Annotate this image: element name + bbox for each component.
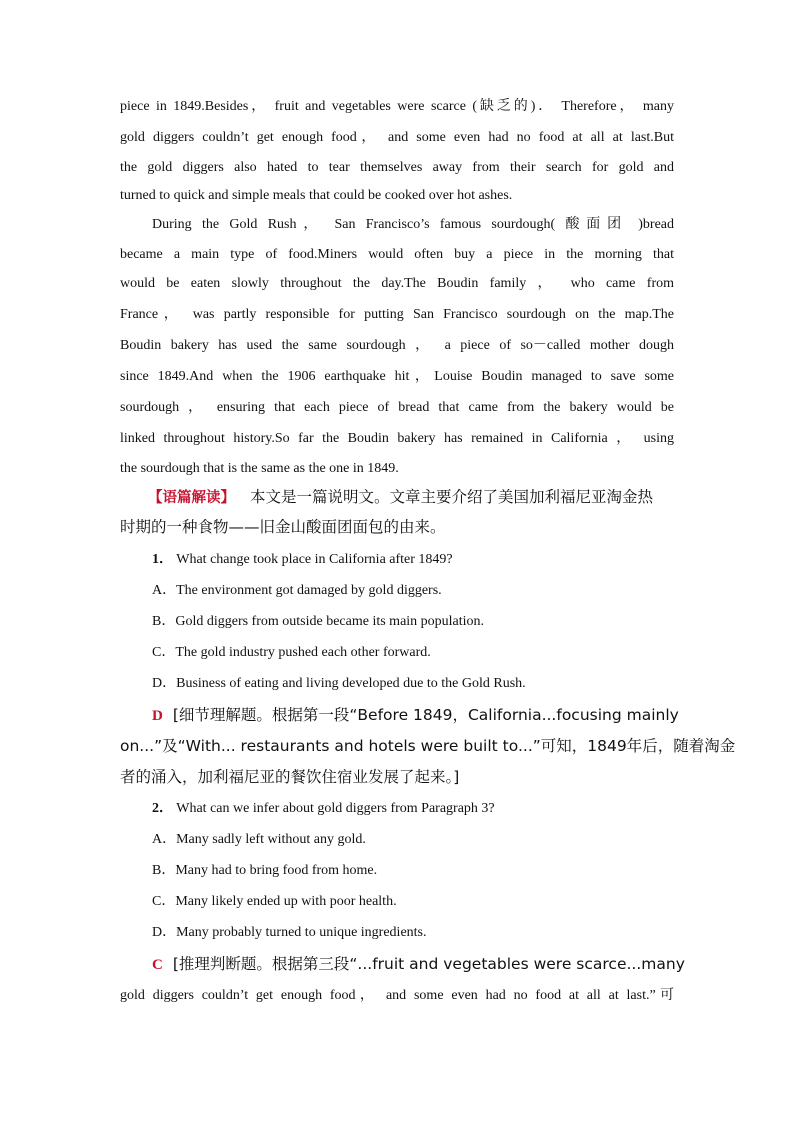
passage-line: linked throughout history.So far the Boudin bakery has remained in California ， using bbox=[120, 431, 674, 446]
answer-letter: C bbox=[152, 957, 163, 973]
explanation-line: 者的涌入，加利福尼亚的餐饮住宿业发展了起来。] bbox=[120, 768, 460, 786]
option-d: D．Business of eating and living developed due to the Gold Rush. bbox=[152, 676, 526, 691]
answer-explanation-2 bbox=[152, 955, 685, 974]
summary-tag: 【语篇解读】 bbox=[148, 490, 235, 506]
explanation-line: gold diggers couldn’t get enough food， and some even had no food at all at last.”可 bbox=[120, 988, 674, 1003]
passage-line: sourdough ， ensuring that each piece of bread that came from the bakery would be bbox=[120, 400, 674, 415]
option-b: B．Many had to bring food from home. bbox=[152, 863, 378, 878]
option-d: D．Many probably turned to unique ingredients. bbox=[152, 925, 427, 940]
passage-line: turned to quick and simple meals that could be cooked over hot ashes. bbox=[120, 188, 513, 203]
question-1 bbox=[152, 551, 674, 569]
option-a: A．Many sadly left without any gold. bbox=[152, 832, 366, 847]
passage-line: piece in 1849.Besides， fruit and vegetables were scarce (缺乏的)． Therefore， many bbox=[120, 99, 674, 114]
passage-line: became a main type of food.Miners would often buy a piece in the morning that bbox=[120, 247, 674, 262]
summary-text: 本文是一篇说明文。文章主要介绍了美国加利福尼亚淘金热 bbox=[249, 488, 653, 506]
passage-line: France， was partly responsible for putting San Francisco sourdough on the map.The bbox=[120, 307, 674, 322]
option-c: C．The gold industry pushed each other forward. bbox=[152, 645, 431, 660]
passage-line: the gold diggers also hated to tear themselves away from their search for gold and bbox=[120, 160, 674, 175]
answer-explanation-1 bbox=[152, 706, 679, 725]
question-stem: What change took place in California after 1849? bbox=[176, 552, 453, 567]
passage-line: since 1849.And when the 1906 earthquake hit，Louise Boudin managed to save some bbox=[120, 369, 674, 384]
answer-letter: D bbox=[152, 708, 163, 724]
summary-line-2: 时期的一种食物——旧金山酸面团面包的由来。 bbox=[120, 518, 446, 536]
option-c: C．Many likely ended up with poor health. bbox=[152, 894, 397, 909]
question-number: 1． bbox=[152, 552, 173, 567]
explanation-text: [细节理解题。根据第一段“Before 1849，California...focusing mainly bbox=[172, 706, 679, 724]
passage-line: would be eaten slowly throughout the day.The Boudin family ， who came from bbox=[120, 276, 674, 291]
option-a: A．The environment got damaged by gold diggers. bbox=[152, 583, 442, 598]
summary-line-1 bbox=[148, 488, 674, 507]
passage-line: gold diggers couldn’t get enough food， and some even had no food at all at last.But bbox=[120, 130, 674, 145]
explanation-line: on...”及“With... restaurants and hotels were built to...”可知，1849年后，随着淘金 bbox=[120, 737, 736, 755]
passage-line: During the Gold Rush， San Francisco’s famous sourdough( 酸面团 )bread bbox=[152, 217, 674, 232]
question-number: 2． bbox=[152, 801, 173, 816]
passage-line: Boudin bakery has used the same sourdough ， a piece of so－called mother dough bbox=[120, 338, 674, 353]
option-b: B．Gold diggers from outside became its main population. bbox=[152, 614, 485, 629]
question-2 bbox=[152, 800, 674, 818]
explanation-text: [推理判断题。根据第三段“...fruit and vegetables were scarce...many bbox=[172, 955, 685, 973]
passage-line: the sourdough that is the same as the one in 1849. bbox=[120, 461, 399, 476]
question-stem: What can we infer about gold diggers from Paragraph 3? bbox=[176, 801, 495, 816]
